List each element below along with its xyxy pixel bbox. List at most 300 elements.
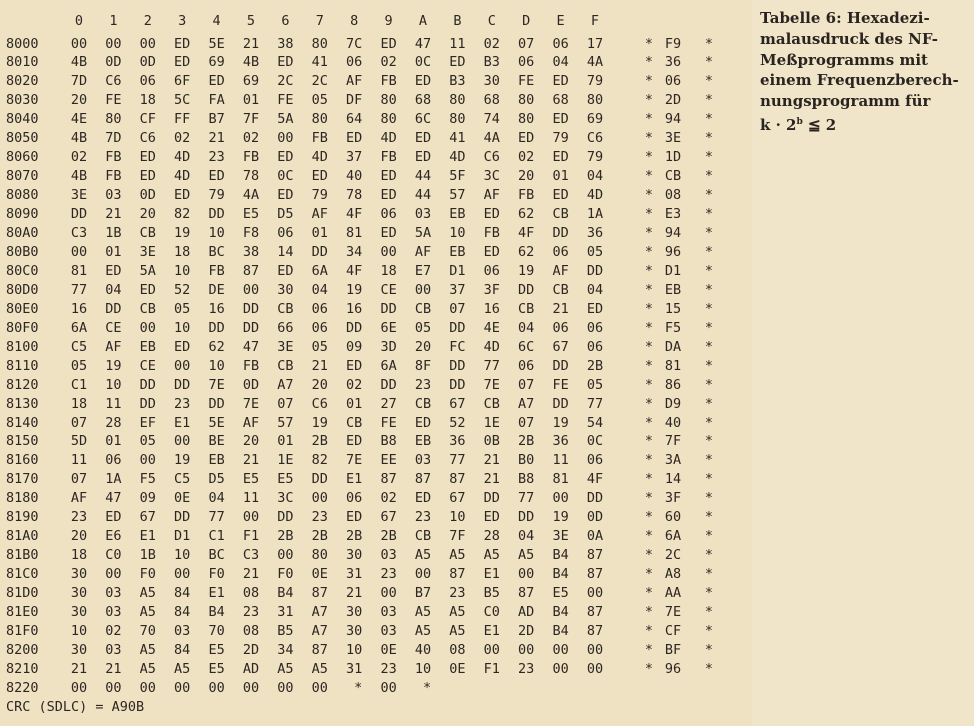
hex-byte: 16: [208, 300, 225, 317]
hex-byte: DD: [139, 395, 156, 412]
hex-byte: ED: [414, 414, 432, 431]
hex-byte: C5: [174, 471, 191, 488]
row-checksum: F9: [664, 35, 682, 52]
hex-byte: 00: [174, 679, 191, 696]
hex-byte: E1: [208, 585, 225, 602]
row-address: 8130: [6, 395, 39, 412]
column-header-cell: 0: [74, 13, 84, 29]
row-checksum: 94: [664, 111, 682, 128]
hex-byte: 4F: [518, 225, 535, 241]
hex-byte: 2C: [311, 73, 328, 90]
checksum-marker: *: [704, 528, 714, 545]
hex-byte: 23: [414, 376, 432, 393]
hex-byte: FB: [105, 149, 122, 166]
hex-byte: 18: [70, 395, 88, 412]
hex-byte: ED: [552, 111, 569, 128]
hex-byte: 30: [70, 641, 88, 658]
hex-byte: DD: [380, 376, 397, 393]
checksum-marker: *: [644, 452, 654, 469]
hex-byte: 2B: [277, 528, 294, 545]
hex-byte: 03: [414, 452, 432, 469]
hex-byte: 23: [518, 660, 535, 677]
hex-byte: 69: [208, 54, 225, 71]
hex-byte: 02: [380, 490, 397, 507]
hex-byte: 06: [346, 490, 363, 507]
checksum-marker: *: [644, 54, 654, 71]
hex-byte: 00: [139, 452, 156, 469]
hex-byte: CE: [105, 319, 122, 336]
caption-line: malausdruck des NF-: [760, 29, 939, 48]
hex-byte: ED: [586, 300, 604, 317]
hex-byte: 36: [552, 433, 569, 450]
checksum-marker: *: [644, 35, 654, 52]
hex-byte: 07: [277, 395, 294, 412]
checksum-marker: *: [644, 585, 654, 602]
hex-byte: DD: [586, 490, 604, 507]
hex-byte: DD: [346, 319, 363, 336]
hex-byte: C1: [70, 376, 88, 393]
hex-byte: DD: [518, 509, 535, 526]
hex-byte: 3F: [483, 281, 500, 298]
hex-byte: 02: [242, 130, 260, 147]
hex-byte: 02: [346, 376, 363, 393]
hex-byte: 67: [449, 490, 466, 507]
hex-byte: ED: [414, 130, 432, 147]
hex-byte: DD: [552, 225, 569, 241]
hex-byte: 21: [105, 660, 122, 677]
hex-byte: 2B: [311, 528, 328, 545]
row-address: 81A0: [6, 528, 39, 545]
hex-byte: 01: [552, 168, 569, 185]
hex-byte: B4: [552, 604, 569, 620]
hex-byte: E1: [483, 622, 500, 639]
checksum-marker: *: [644, 300, 654, 317]
hex-byte: 67: [449, 395, 466, 412]
hex-byte: ED: [552, 73, 569, 90]
hex-byte: 00: [586, 641, 604, 658]
hex-byte: 38: [277, 35, 294, 52]
hex-byte: 06: [518, 54, 535, 71]
hex-byte: 4E: [70, 111, 88, 128]
hex-byte: 77: [70, 281, 88, 298]
hex-byte: ED: [483, 243, 500, 260]
hex-byte: 69: [242, 73, 260, 90]
hex-byte: 02: [174, 130, 191, 147]
hex-byte: ED: [414, 490, 432, 507]
column-header-cell: C: [487, 13, 496, 29]
checksum-marker: *: [644, 660, 654, 677]
hex-byte: 21: [483, 471, 500, 488]
hex-byte: ED: [174, 338, 191, 355]
hex-byte: ED: [552, 187, 569, 204]
hex-byte: 30: [70, 585, 88, 602]
hex-byte: DD: [174, 509, 191, 526]
checksum-marker: *: [704, 357, 714, 374]
hex-byte: 00: [139, 319, 156, 336]
column-header-cell: 6: [281, 13, 290, 29]
hex-byte: FE: [552, 376, 569, 393]
hex-byte: 0C: [586, 433, 604, 450]
hex-byte: B4: [552, 566, 569, 583]
hex-byte: FB: [518, 187, 535, 204]
hex-byte: EB: [449, 206, 466, 223]
hex-byte: C6: [311, 395, 328, 412]
hex-byte: ED: [174, 35, 191, 52]
hex-byte: B7: [414, 585, 432, 602]
hex-byte: 00: [586, 585, 604, 602]
hex-byte: 03: [380, 604, 397, 620]
row-address: 8140: [6, 414, 39, 431]
hex-byte: FB: [483, 225, 500, 241]
hex-byte: 4D: [586, 187, 604, 204]
row-address: 81B0: [6, 547, 39, 564]
hex-byte: BC: [208, 547, 225, 564]
hex-byte: 3E: [70, 187, 88, 204]
hex-byte: 4F: [586, 471, 604, 488]
hex-byte: 00: [105, 35, 122, 52]
row-checksum: 3F: [664, 490, 682, 507]
formula-exponent: b: [796, 116, 803, 127]
hex-byte: 7E: [242, 395, 260, 412]
hex-byte: B8: [518, 471, 535, 488]
hex-byte: *: [346, 679, 363, 696]
hex-byte: 18: [70, 547, 88, 564]
hex-byte: 00: [174, 357, 191, 374]
hex-byte: 80: [311, 111, 328, 128]
hex-byte: 4A: [483, 130, 500, 147]
hex-byte: A5: [311, 660, 328, 677]
hex-byte: C6: [483, 149, 500, 166]
hex-byte: 00: [414, 281, 432, 298]
hex-byte: ED: [139, 149, 156, 166]
hex-byte: ED: [208, 73, 225, 90]
hex-byte: 04: [518, 528, 535, 545]
hex-byte: 00: [174, 566, 191, 583]
row-checksum: 3A: [664, 452, 682, 469]
hex-byte: 01: [105, 433, 122, 450]
hex-byte: 11: [449, 35, 466, 52]
hex-byte: 00: [311, 490, 328, 507]
row-address: 8120: [6, 376, 39, 393]
row-checksum: DA: [664, 338, 682, 355]
hex-byte: 04: [208, 490, 225, 507]
hex-byte: CB: [518, 300, 535, 317]
hex-byte: 4A: [586, 54, 604, 71]
hex-byte: 31: [346, 660, 363, 677]
hex-byte: CE: [380, 281, 397, 298]
hex-byte: DD: [311, 243, 328, 260]
row-address: 8220: [6, 679, 39, 696]
hex-byte: 77: [586, 395, 604, 412]
formula-relation: ≦ 2: [802, 115, 837, 134]
hex-byte: 40: [414, 641, 432, 658]
hex-byte: 03: [414, 206, 432, 223]
row-address: 8160: [6, 452, 39, 469]
hex-byte: 18: [139, 92, 156, 109]
hex-byte: 84: [174, 604, 191, 620]
hex-byte: 79: [586, 73, 604, 90]
hex-byte: 6A: [70, 319, 88, 336]
row-address: 8030: [6, 92, 39, 109]
row-checksum: A8: [664, 566, 682, 583]
hex-byte: ED: [380, 168, 397, 185]
column-header-cell: 9: [384, 13, 393, 29]
row-checksum: 15: [664, 300, 682, 317]
hex-byte: 10: [105, 376, 122, 393]
hex-byte: 4D: [311, 149, 328, 166]
checksum-marker: *: [644, 395, 654, 412]
hex-byte: 79: [552, 130, 569, 147]
hex-byte: 4B: [70, 168, 88, 185]
hex-byte: 00: [518, 641, 535, 658]
row-address: 80B0: [6, 243, 39, 260]
hex-byte: F0: [277, 566, 294, 583]
hex-byte: D5: [208, 471, 225, 488]
hex-byte: 30: [70, 566, 88, 583]
hex-byte: FB: [208, 262, 225, 279]
hex-byte: 20: [518, 168, 535, 185]
hex-byte: 07: [518, 35, 535, 52]
hex-byte: FB: [242, 149, 260, 166]
hex-byte: 5C: [174, 92, 191, 109]
hex-byte: B3: [483, 54, 500, 71]
hex-byte: FF: [174, 111, 191, 128]
checksum-marker: *: [704, 376, 714, 393]
hex-byte: F1: [483, 660, 500, 677]
hex-byte: E1: [346, 471, 363, 488]
hex-byte: E1: [139, 528, 156, 545]
checksum-marker: *: [644, 262, 654, 279]
hex-byte: A5: [449, 547, 466, 564]
hex-byte: 01: [346, 395, 363, 412]
row-address: 80D0: [6, 281, 39, 298]
hex-byte: 7F: [449, 528, 466, 545]
hex-byte: 30: [346, 622, 363, 639]
hex-byte: A5: [414, 547, 432, 564]
hex-byte: F0: [139, 566, 156, 583]
hex-byte: 4B: [242, 54, 260, 71]
hex-byte: 00: [70, 243, 88, 260]
checksum-marker: *: [644, 73, 654, 90]
hex-byte: 11: [105, 395, 122, 412]
checksum-marker: *: [704, 490, 714, 507]
hex-byte: FE: [277, 92, 294, 109]
row-checksum: F5: [664, 319, 682, 336]
hex-byte: A5: [277, 660, 294, 677]
hex-byte: 00: [586, 660, 604, 677]
hex-byte: 19: [346, 281, 363, 298]
hex-byte: 3E: [139, 243, 156, 260]
checksum-marker: *: [644, 566, 654, 583]
row-checksum: CF: [664, 622, 682, 639]
caption-line: nungsprogramm für: [760, 92, 931, 111]
hex-byte: 19: [174, 225, 191, 241]
hex-byte: 00: [552, 490, 569, 507]
hex-byte: E5: [208, 660, 225, 677]
hex-byte: DD: [380, 300, 397, 317]
hex-byte: 47: [105, 490, 122, 507]
hex-byte: DD: [449, 376, 466, 393]
hex-byte: 19: [518, 262, 535, 279]
hex-byte: 00: [414, 566, 432, 583]
hex-byte: DD: [449, 357, 466, 374]
hex-byte: 21: [242, 35, 260, 52]
row-address: 80E0: [6, 300, 39, 317]
checksum-marker: *: [704, 92, 714, 109]
hex-byte: 81: [552, 471, 569, 488]
hex-byte: 2D: [242, 641, 260, 658]
hex-byte: 19: [311, 414, 328, 431]
hex-byte: 30: [346, 604, 363, 620]
hex-byte: B4: [552, 622, 569, 639]
column-header-cell: 4: [212, 13, 221, 29]
hex-byte: B4: [552, 547, 569, 564]
checksum-marker: *: [644, 206, 654, 223]
hex-byte: 80: [105, 111, 122, 128]
hex-byte: ED: [483, 206, 500, 223]
hex-byte: ED: [483, 509, 500, 526]
checksum-marker: *: [644, 149, 654, 166]
hex-byte: 87: [311, 641, 328, 658]
hex-byte: 7E: [346, 452, 363, 469]
row-checksum: 81: [664, 357, 682, 374]
hex-byte: 80: [449, 92, 466, 109]
hex-byte: 20: [70, 92, 88, 109]
hex-byte: 1A: [586, 206, 604, 223]
checksum-marker: *: [704, 262, 714, 279]
hex-byte: 74: [483, 111, 500, 128]
hex-byte: DD: [277, 509, 294, 526]
hex-byte: A7: [311, 622, 328, 639]
hex-byte: 01: [105, 243, 122, 260]
column-header-cell: 7: [315, 13, 324, 29]
column-header-cell: B: [453, 13, 462, 29]
hex-byte: 4A: [242, 187, 260, 204]
hex-byte: 7D: [70, 73, 88, 90]
hex-byte: 21: [242, 452, 260, 469]
hex-byte: 07: [518, 414, 535, 431]
checksum-marker: *: [704, 641, 714, 658]
hex-byte: DD: [208, 395, 225, 412]
checksum-marker: *: [704, 622, 714, 639]
hex-byte: ED: [174, 54, 191, 71]
hex-byte: B7: [208, 111, 225, 128]
caption-line: einem Frequenzberech-: [760, 71, 959, 90]
row-checksum: 08: [664, 187, 682, 204]
hex-byte: ED: [277, 54, 294, 71]
hex-byte: ED: [346, 130, 363, 147]
hex-byte: 06: [346, 54, 363, 71]
hex-byte: 00: [552, 641, 569, 658]
row-address: 8060: [6, 149, 39, 166]
hex-byte: 06: [483, 262, 500, 279]
hex-byte: 6A: [311, 262, 328, 279]
hex-byte: 00: [208, 679, 225, 696]
hex-byte: 21: [70, 660, 88, 677]
hex-byte: 00: [70, 679, 88, 696]
row-checksum: 40: [664, 414, 682, 431]
hex-byte: 30: [483, 73, 500, 90]
hex-byte: A5: [483, 547, 500, 564]
row-checksum: 36: [664, 54, 682, 71]
hex-byte: 03: [105, 585, 122, 602]
row-checksum: D1: [664, 262, 682, 279]
hex-byte: 00: [105, 679, 122, 696]
hex-byte: 3E: [277, 338, 294, 355]
hex-byte: 4B: [70, 54, 88, 71]
hex-byte: FE: [105, 92, 122, 109]
hex-byte: 3E: [552, 528, 569, 545]
row-checksum: 14: [664, 471, 682, 488]
hex-byte: 03: [380, 547, 397, 564]
hex-byte: CB: [277, 300, 294, 317]
checksum-marker: *: [644, 243, 654, 260]
hex-byte: 44: [414, 187, 432, 204]
hex-byte: EB: [449, 243, 466, 260]
hex-byte: 37: [449, 281, 466, 298]
caption-line: Tabelle 6: Hexadezi-: [760, 9, 930, 27]
checksum-marker: *: [704, 225, 714, 241]
hex-byte: DD: [552, 357, 569, 374]
hex-byte: 52: [449, 414, 466, 431]
hex-byte: 2B: [586, 357, 604, 374]
hex-byte: A7: [277, 376, 294, 393]
row-checksum: 86: [664, 376, 682, 393]
hex-byte: FB: [105, 168, 122, 185]
hex-byte: 10: [208, 357, 225, 374]
hex-byte: ED: [380, 35, 397, 52]
hex-byte: 04: [311, 281, 328, 298]
hex-byte: 87: [242, 262, 260, 279]
column-header-cell: 2: [143, 13, 152, 29]
hex-byte: ED: [277, 187, 294, 204]
hex-byte: 00: [380, 243, 397, 260]
hex-byte: 4D: [174, 149, 191, 166]
hex-byte: 16: [346, 300, 363, 317]
hex-byte: 23: [311, 509, 328, 526]
hex-byte: 62: [208, 338, 225, 355]
hex-byte: 0E: [380, 641, 397, 658]
hex-byte: C6: [586, 130, 604, 147]
hex-byte: A5: [449, 622, 466, 639]
hex-byte: FB: [242, 357, 260, 374]
hex-byte: 02: [105, 622, 122, 639]
hex-byte: 01: [277, 433, 294, 450]
hex-byte: DD: [242, 319, 260, 336]
hex-byte: 07: [518, 376, 535, 393]
hex-byte: 05: [311, 338, 328, 355]
hex-byte: 77: [208, 509, 225, 526]
hex-byte: CB: [552, 281, 569, 298]
hex-byte: CF: [139, 111, 156, 128]
column-header-cell: F: [590, 13, 600, 29]
hex-byte: 31: [346, 566, 363, 583]
checksum-marker: *: [644, 604, 654, 620]
row-address: 8210: [6, 660, 39, 677]
row-address: 8090: [6, 206, 39, 223]
hex-byte: 04: [518, 319, 535, 336]
hex-byte: 2D: [518, 622, 535, 639]
hex-byte: 06: [586, 452, 604, 469]
hex-byte: 87: [586, 604, 604, 620]
hex-byte: 36: [586, 225, 604, 241]
hex-byte: 79: [586, 149, 604, 166]
hex-byte: 57: [449, 187, 466, 204]
hex-byte: 69: [586, 111, 604, 128]
hex-byte: DD: [174, 376, 191, 393]
hex-byte: 00: [518, 566, 535, 583]
row-address: 8100: [6, 338, 39, 355]
